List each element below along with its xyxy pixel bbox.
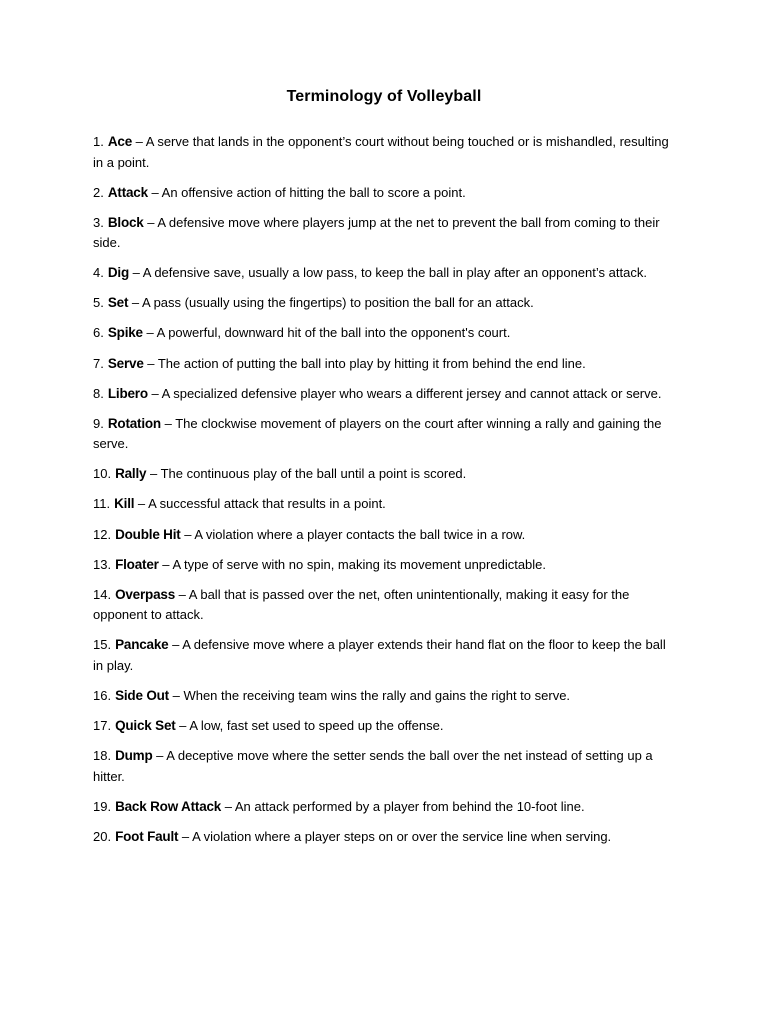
item-number: 11.: [93, 496, 111, 512]
list-item: [93, 635, 675, 676]
list-item: [93, 797, 675, 818]
term-separator: –: [180, 526, 195, 542]
term-separator: –: [168, 687, 184, 703]
item-number: 14.: [93, 586, 112, 602]
term-definition: A low, fast set used to speed up the offense.: [189, 718, 444, 733]
term-definition: A ball that is passed over the net, often unintentionally, making it easy for the opponent to attack.: [93, 586, 630, 623]
term-definition: A defensive save, usually a low pass, to keep the ball in play after an opponent’s attack.: [142, 265, 647, 281]
list-item: [93, 555, 675, 576]
item-number: 5.: [93, 295, 104, 311]
term-name: Ace: [107, 134, 133, 149]
list-item: [93, 183, 675, 204]
term-name: Spike: [107, 325, 143, 341]
term-separator: –: [132, 134, 146, 149]
list-item: [93, 525, 675, 546]
term-definition: When the receiving team wins the rally and gains the right to serve.: [183, 687, 571, 703]
item-number: 17.: [93, 718, 112, 733]
term-definition: A pass (usually using the fingertips) to position the ball for an attack.: [142, 295, 534, 311]
term-definition: The continuous play of the ball until a point is scored.: [160, 466, 467, 482]
term-definition: The action of putting the ball into play by hitting it from behind the end line.: [157, 355, 586, 371]
list-item: [93, 323, 675, 344]
term-name: Dump: [115, 748, 153, 764]
item-number: 2.: [93, 184, 104, 200]
term-definition: A deceptive move where the setter sends the ball over the net instead of setting up a hitter.: [93, 748, 653, 784]
term-definition: An attack performed by a player from behind the 10-foot line.: [234, 798, 585, 814]
term-separator: –: [134, 496, 149, 512]
term-separator: –: [221, 798, 235, 814]
term-name: Rally: [115, 466, 147, 482]
term-definition: A violation where a player contacts the ball twice in a row.: [194, 526, 526, 542]
term-definition: The clockwise movement of players on the court after winning a rally and gaining the serve.: [93, 415, 662, 452]
list-item: [93, 354, 675, 375]
item-number: 7.: [93, 355, 104, 371]
term-separator: –: [143, 355, 158, 371]
item-number: 9.: [93, 415, 104, 431]
term-name: Rotation: [107, 415, 161, 431]
term-separator: –: [147, 184, 162, 200]
list-item: [93, 686, 675, 707]
list-item: [93, 716, 675, 737]
item-number: 19.: [93, 798, 112, 814]
item-number: 10.: [93, 466, 112, 482]
term-definition: A powerful, downward hit of the ball into the opponent's court.: [156, 325, 511, 341]
term-separator: –: [128, 295, 143, 311]
term-definition: A defensive move where a player extends their hand flat on the floor to keep the ball in play.: [93, 637, 666, 673]
term-name: Kill: [114, 496, 135, 512]
term-separator: –: [175, 586, 189, 602]
item-number: 6.: [93, 325, 104, 341]
term-separator: –: [178, 828, 193, 844]
item-number: 1.: [93, 134, 104, 149]
term-name: Foot Fault: [115, 828, 179, 844]
term-name: Attack: [107, 184, 148, 200]
term-name: Overpass: [115, 586, 176, 602]
term-separator: –: [146, 466, 161, 482]
term-definition: A violation where a player steps on or over the service line when serving.: [192, 828, 612, 844]
term-name: Pancake: [115, 637, 169, 653]
term-name: Serve: [107, 355, 144, 371]
term-definition: A successful attack that results in a point.: [148, 496, 386, 512]
term-separator: –: [143, 214, 158, 230]
term-name: Block: [107, 214, 144, 230]
terminology-list: [93, 132, 675, 857]
term-name: Libero: [107, 385, 148, 401]
term-name: Floater: [115, 556, 159, 572]
list-item: [93, 464, 675, 485]
item-number: 12.: [93, 526, 112, 542]
term-name: Dig: [107, 265, 129, 281]
term-definition: An offensive action of hitting the ball to score a point.: [161, 184, 466, 200]
item-number: 8.: [93, 385, 104, 401]
list-item: [93, 213, 675, 254]
list-item: [93, 132, 675, 173]
term-separator: –: [158, 556, 173, 572]
list-item: [93, 293, 675, 314]
list-item: [93, 827, 675, 848]
item-number: 18.: [93, 748, 112, 764]
item-number: 16.: [93, 687, 112, 703]
term-name: Back Row Attack: [115, 798, 222, 814]
term-separator: –: [129, 265, 143, 281]
list-item: [93, 414, 675, 455]
term-definition: A type of serve with no spin, making its movement unpredictable.: [172, 556, 547, 572]
page-title: Terminology of Volleyball: [286, 88, 482, 105]
list-item: [93, 263, 675, 284]
term-name: Quick Set: [115, 718, 176, 733]
term-separator: –: [168, 637, 183, 653]
term-separator: –: [147, 385, 162, 401]
term-name: Set: [107, 295, 129, 311]
list-item: [93, 585, 675, 626]
item-number: 15.: [93, 637, 112, 653]
term-separator: –: [160, 415, 176, 431]
term-name: Double Hit: [115, 526, 181, 542]
term-name: Side Out: [115, 687, 169, 703]
term-separator: –: [152, 748, 167, 764]
term-separator: –: [175, 718, 190, 733]
term-definition: A defensive move where players jump at the net to prevent the ball from coming to their side.: [93, 214, 660, 251]
term-separator: –: [142, 325, 157, 341]
item-number: 20.: [93, 828, 112, 844]
item-number: 13.: [93, 556, 112, 572]
term-definition: A serve that lands in the opponent’s court without being touched or is mishandled, resulting in a point.: [93, 134, 669, 170]
list-item: [93, 494, 675, 515]
item-number: 3.: [93, 214, 104, 230]
list-item: [93, 746, 675, 787]
list-item: [93, 384, 675, 405]
term-definition: A specialized defensive player who wears a different jersey and cannot attack or serve.: [161, 385, 662, 401]
item-number: 4.: [93, 265, 104, 281]
